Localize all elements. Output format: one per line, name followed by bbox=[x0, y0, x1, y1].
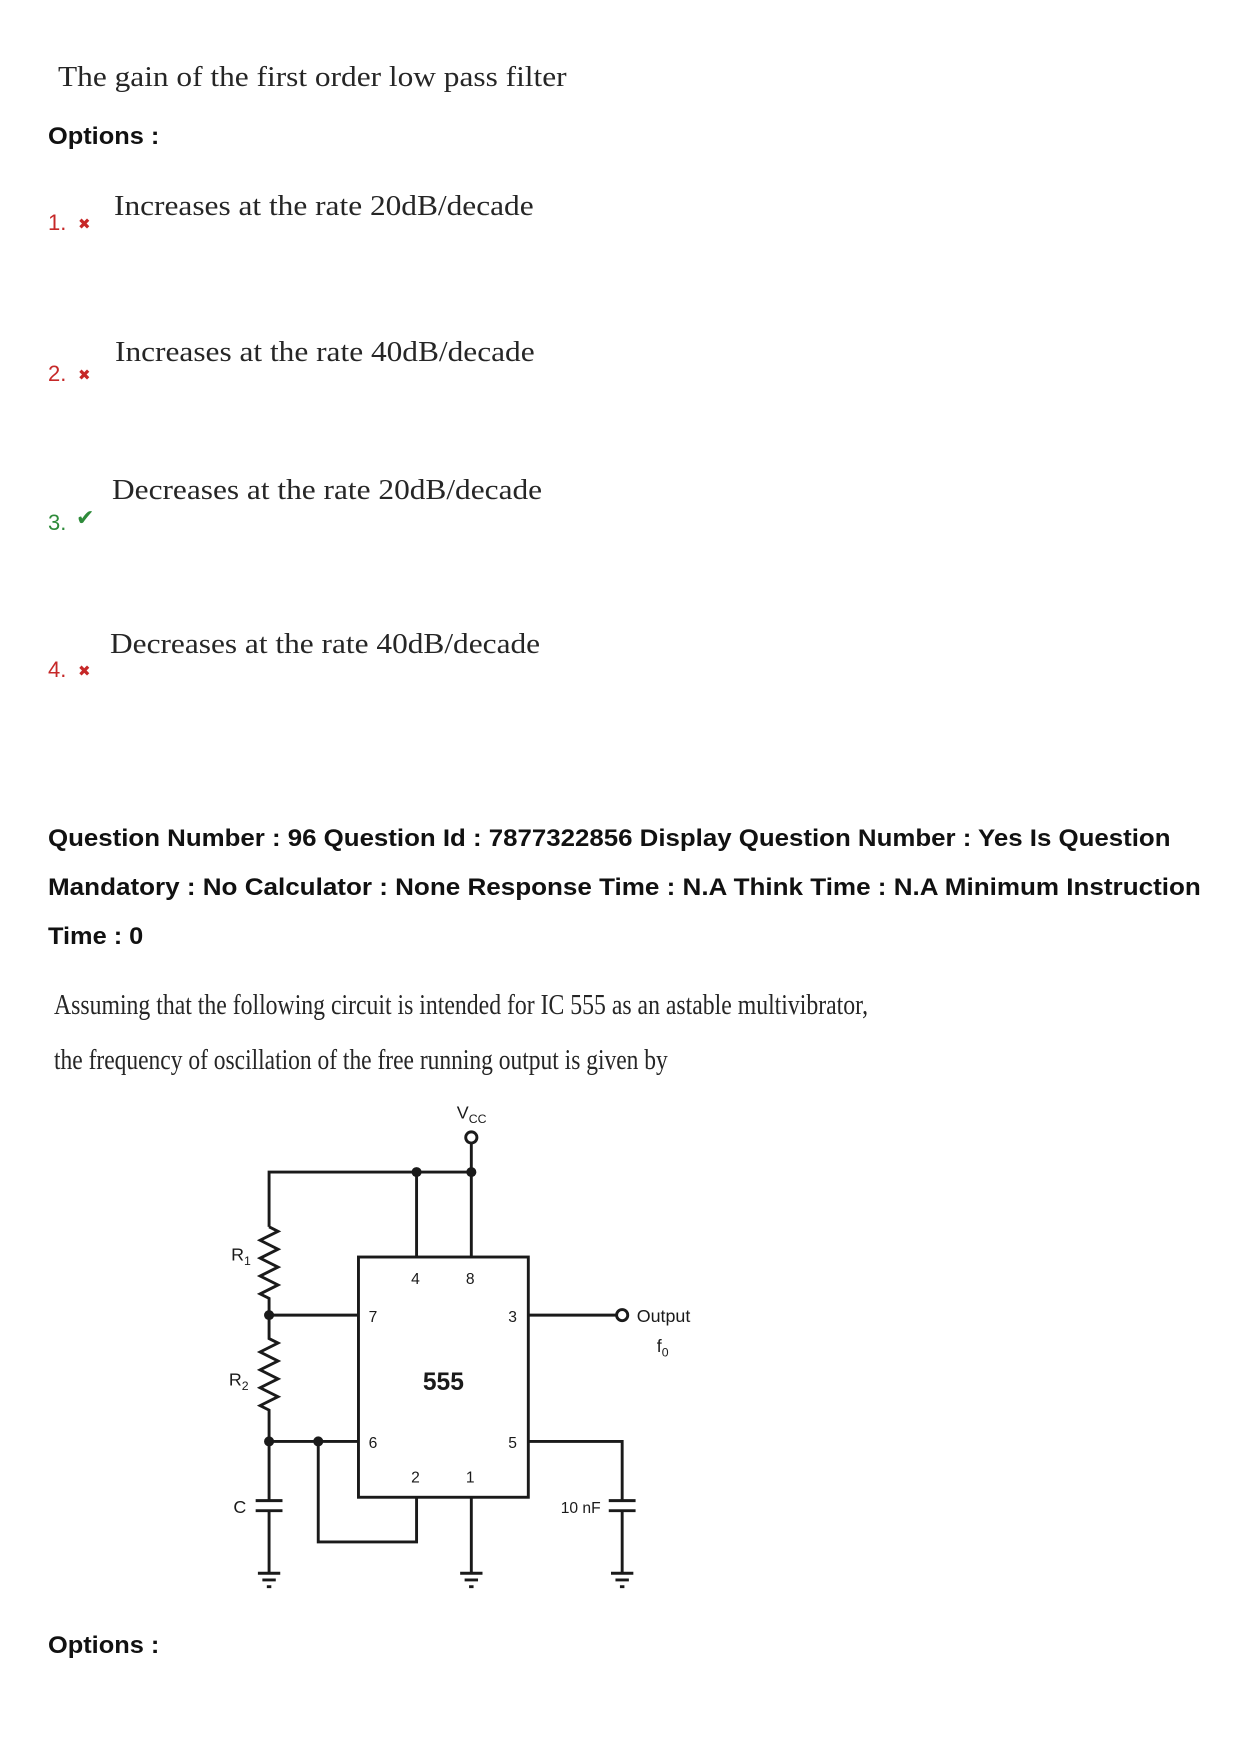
frequency-label: $f_0$ bbox=[656, 1336, 669, 1360]
question-meta-line: Mandatory : No Calculator : None Response Time : N.A Think Time : N.A Minimum Instruction bbox=[48, 874, 1201, 901]
option-3-text: Decreases at the rate 20dB/decade bbox=[112, 475, 543, 506]
ground-icon bbox=[258, 1573, 280, 1586]
question-1-options-label: Options : bbox=[48, 123, 160, 150]
ic-555-label: 555 bbox=[422, 1368, 464, 1396]
vcc-label: $V_{CC}$ bbox=[456, 1102, 487, 1126]
question-2-text-line: the frequency of oscillation of the free running output is given by bbox=[54, 1045, 668, 1076]
question-2-options-label: Options : bbox=[48, 1632, 160, 1659]
r2-label: $R_2$ bbox=[228, 1369, 249, 1393]
ic555-astable-circuit-diagram bbox=[212, 1095, 715, 1609]
pin-6-label: 6 bbox=[368, 1435, 378, 1453]
cross-icon bbox=[78, 368, 91, 383]
option-1-text: Increases at the rate 20dB/decade bbox=[114, 191, 534, 222]
pin-4-label: 4 bbox=[411, 1270, 420, 1288]
cross-icon bbox=[78, 217, 91, 232]
option-1-number: 1. bbox=[48, 210, 67, 235]
c-label: C bbox=[233, 1496, 247, 1517]
pin-8-label: 8 bbox=[465, 1270, 475, 1288]
pin-3-label: 3 bbox=[508, 1308, 518, 1326]
question-1-text: The gain of the first order low pass filter bbox=[58, 62, 567, 93]
pin-5-label: 5 bbox=[508, 1435, 518, 1453]
ground-icon bbox=[460, 1573, 482, 1586]
question-meta-line: Time : 0 bbox=[48, 923, 144, 950]
wire-vcc-rail bbox=[269, 1172, 471, 1227]
resistor-r2 bbox=[260, 1315, 278, 1441]
vcc-terminal bbox=[466, 1132, 477, 1143]
junction-dot bbox=[466, 1167, 476, 1177]
r1-label: $R_1$ bbox=[231, 1244, 251, 1268]
option-4-number: 4. bbox=[48, 657, 67, 682]
question-2-text-line: Assuming that the following circuit is intended for IC 555 as an astable multivibrator, bbox=[54, 990, 869, 1021]
pin-2-label: 2 bbox=[411, 1469, 420, 1487]
resistor-r1 bbox=[260, 1227, 278, 1315]
junction-dot bbox=[412, 1167, 422, 1177]
output-label: Output bbox=[636, 1305, 691, 1326]
control-cap-label: 10 nF bbox=[560, 1499, 601, 1517]
check-icon bbox=[76, 508, 94, 530]
cross-icon bbox=[78, 664, 91, 679]
option-2-number: 2. bbox=[48, 361, 67, 386]
question-meta-line: Question Number : 96 Question Id : 7877322856 Display Question Number : Yes Is Question bbox=[48, 825, 1171, 852]
pin-1-label: 1 bbox=[465, 1469, 475, 1487]
option-4-text: Decreases at the rate 40dB/decade bbox=[110, 629, 541, 660]
capacitor-c bbox=[256, 1441, 283, 1573]
option-3-number: 3. bbox=[48, 510, 67, 535]
output-terminal bbox=[617, 1310, 628, 1321]
ground-icon bbox=[611, 1573, 633, 1586]
pin-7-label: 7 bbox=[368, 1308, 378, 1326]
option-2-text: Increases at the rate 40dB/decade bbox=[115, 337, 535, 368]
